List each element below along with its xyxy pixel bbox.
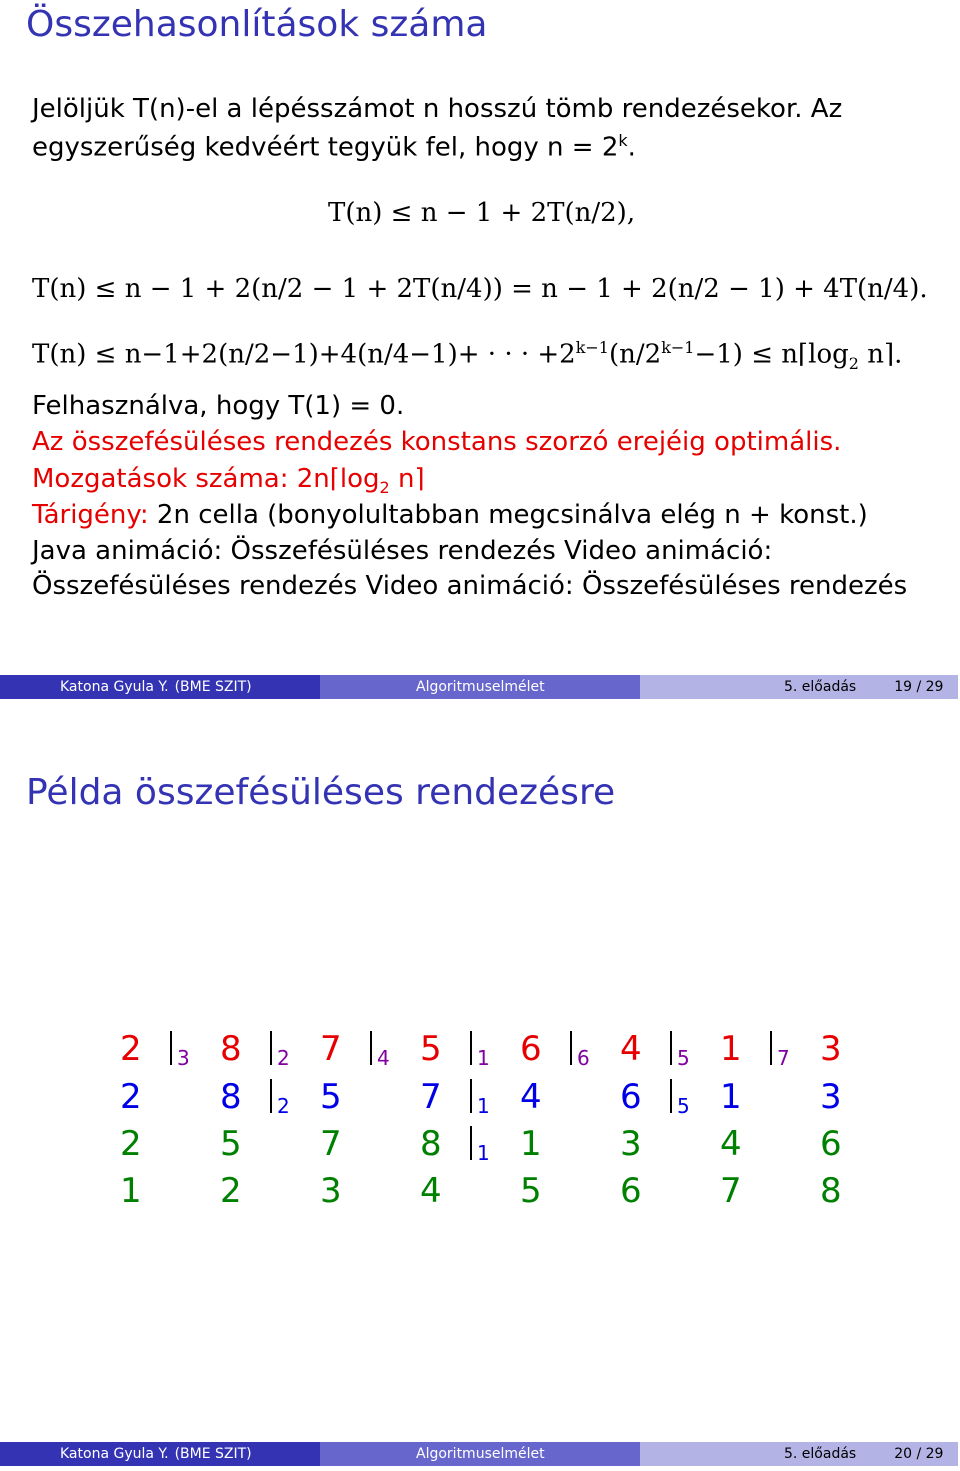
grid-value-r3-c3: 7 (320, 1124, 342, 1164)
grid-value-r1-c5: 6 (520, 1029, 542, 1069)
grid-value-r2-c3: 5 (320, 1077, 342, 1117)
grid-value-r4-c7: 7 (720, 1171, 742, 1211)
merge-step-r2-2: 1 (477, 1094, 490, 1118)
storage-line (32, 502, 868, 528)
merge-separator-r2-1 (270, 1079, 272, 1113)
eq3-sup-2: k−1 (661, 338, 695, 357)
merge-separator-r1-5 (570, 1031, 572, 1065)
footer-page-segment (640, 675, 958, 699)
equation-3 (32, 340, 902, 372)
footer-institute: (BME SZIT) (174, 1446, 252, 1462)
footer-lecture: 5. előadás (784, 1446, 857, 1462)
eq3-part-c: −1) ≤ n⌈log (694, 339, 849, 370)
moves-line (32, 466, 425, 496)
slide2-footer (0, 1442, 958, 1466)
merge-step-r1-3: 4 (377, 1046, 390, 1070)
slide1-footer (0, 675, 958, 699)
grid-value-r2-c5: 4 (520, 1077, 542, 1117)
merge-step-r2-3: 5 (677, 1094, 690, 1118)
merge-separator-r2-2 (470, 1079, 472, 1113)
merge-step-r1-1: 3 (177, 1046, 190, 1070)
footer-page-segment (640, 1442, 958, 1466)
grid-value-r3-c8: 6 (820, 1124, 842, 1164)
moves-text: Mozgatások száma: 2n⌈log (32, 464, 380, 494)
intro-line-2 (32, 133, 636, 161)
grid-value-r2-c1: 2 (120, 1077, 142, 1117)
eq3-sup-1: k−1 (575, 338, 609, 357)
animation-line-1: Java animáció: Összefésüléses rendezés Video animáció: (32, 536, 773, 566)
grid-value-r4-c8: 8 (820, 1171, 842, 1211)
merge-step-r1-6: 5 (677, 1046, 690, 1070)
footer-author-segment (0, 1442, 320, 1466)
merge-separator-r1-6 (670, 1031, 672, 1065)
moves-sub: 2 (379, 478, 390, 498)
footer-title: Algoritmuselmélet (416, 1446, 545, 1462)
footer-author-segment (0, 675, 320, 699)
grid-value-r2-c2: 8 (220, 1077, 242, 1117)
equation-2: T(n) ≤ n − 1 + 2(n/2 − 1 + 2T(n/4)) = n − 1 + 2(n/2 − 1) + 4T(n/4). (32, 274, 928, 304)
grid-value-r3-c1: 2 (120, 1124, 142, 1164)
intro-line-1: Jelöljük T(n)-el a lépésszámot n hosszú tömb rendezésekor. Az (32, 94, 843, 124)
intro-line-2-end: . (627, 132, 636, 163)
merge-separator-r2-3 (670, 1079, 672, 1113)
eq3-sub: 2 (848, 353, 859, 373)
merge-step-r2-1: 2 (277, 1094, 290, 1118)
eq3-part-a: T(n) ≤ n−1+2(n/2−1)+4(n/4−1)+ · · · +2 (32, 339, 576, 370)
optimal-line: Az összefésüléses rendezés konstans szorzó erejéig optimális. (32, 427, 842, 457)
equation-1: T(n) ≤ n − 1 + 2T(n/2), (328, 198, 636, 228)
grid-value-r4-c4: 4 (420, 1171, 442, 1211)
footer-page: 20 / 29 (894, 1446, 944, 1462)
merge-step-r1-7: 7 (777, 1046, 790, 1070)
grid-value-r4-c3: 3 (320, 1171, 342, 1211)
slide1-title: Összehasonlítások száma (26, 4, 488, 45)
grid-value-r3-c4: 8 (420, 1124, 442, 1164)
footer-authors: Katona Gyula Y. (60, 1446, 169, 1462)
grid-value-r2-c7: 1 (720, 1077, 742, 1117)
footer-title-segment (320, 1442, 640, 1466)
grid-value-r3-c6: 3 (620, 1124, 642, 1164)
merge-step-r1-5: 6 (577, 1046, 590, 1070)
grid-value-r1-c8: 3 (820, 1029, 842, 1069)
storage-text: 2n cella (bonyolultabban megcsinálva elég n + konst.) (156, 500, 868, 530)
grid-value-r1-c2: 8 (220, 1029, 242, 1069)
grid-value-r4-c2: 2 (220, 1171, 242, 1211)
using-line: Felhasználva, hogy T(1) = 0. (32, 391, 405, 421)
grid-value-r2-c8: 3 (820, 1077, 842, 1117)
footer-page: 19 / 29 (894, 679, 944, 695)
grid-value-r2-c6: 6 (620, 1077, 642, 1117)
footer-title-segment (320, 675, 640, 699)
grid-value-r4-c5: 5 (520, 1171, 542, 1211)
slide2-title: Példa összefésüléses rendezésre (26, 772, 616, 813)
merge-separator-r1-2 (270, 1031, 272, 1065)
merge-separator-r1-7 (770, 1031, 772, 1065)
grid-value-r4-c1: 1 (120, 1171, 142, 1211)
eq3-part-d: n⌉. (858, 339, 903, 370)
merge-step-r1-2: 2 (277, 1046, 290, 1070)
moves-end: n⌉ (389, 464, 425, 494)
footer-title: Algoritmuselmélet (416, 679, 545, 695)
intro-line-2-text: egyszerűség kedvéért tegyük fel, hogy n = 2 (32, 132, 619, 163)
grid-value-r4-c6: 6 (620, 1171, 642, 1211)
grid-value-r2-c4: 7 (420, 1077, 442, 1117)
grid-value-r1-c3: 7 (320, 1029, 342, 1069)
merge-separator-r1-1 (170, 1031, 172, 1065)
footer-authors: Katona Gyula Y. (60, 679, 169, 695)
merge-step-r3-1: 1 (477, 1141, 490, 1165)
grid-value-r1-c4: 5 (420, 1029, 442, 1069)
merge-separator-r1-3 (370, 1031, 372, 1065)
footer-institute: (BME SZIT) (174, 679, 252, 695)
footer-lecture: 5. előadás (784, 679, 857, 695)
grid-value-r3-c7: 4 (720, 1124, 742, 1164)
intro-line-2-sup: k (618, 131, 628, 150)
merge-separator-r1-4 (470, 1031, 472, 1065)
grid-value-r1-c1: 2 (120, 1029, 142, 1069)
eq3-part-b: (n/2 (608, 339, 662, 370)
grid-value-r3-c5: 1 (520, 1124, 542, 1164)
merge-separator-r3-1 (470, 1126, 472, 1160)
storage-label: Tárigény: (32, 500, 157, 530)
grid-value-r1-c6: 4 (620, 1029, 642, 1069)
grid-value-r1-c7: 1 (720, 1029, 742, 1069)
animation-line-2: Összefésüléses rendezés Video animáció: Összefésüléses rendezés (32, 571, 908, 601)
grid-value-r3-c2: 5 (220, 1124, 242, 1164)
merge-step-r1-4: 1 (477, 1046, 490, 1070)
